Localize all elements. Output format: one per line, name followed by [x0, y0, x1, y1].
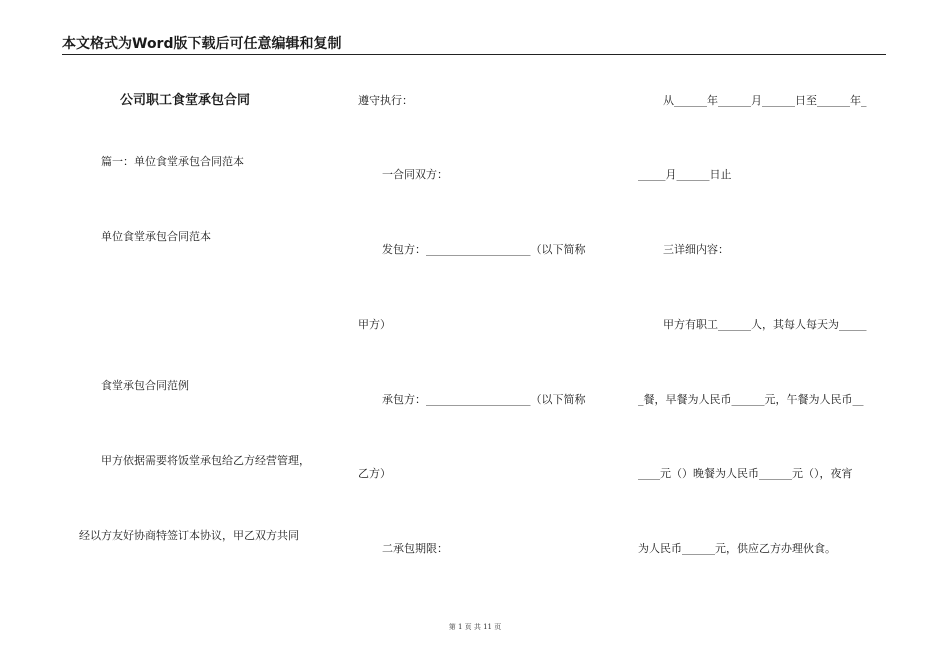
paragraph-line: 食堂承包合同范例: [101, 379, 189, 392]
document-title: 公司职工食堂承包合同: [120, 93, 251, 108]
document-header: 本文格式为Word版下载后可任意编辑和复制: [62, 36, 886, 55]
paragraph-line: ____元（）晚餐为人民币______元（），夜宵: [638, 467, 853, 480]
paragraph-line: 经以方友好协商特签订本协议，甲乙双方共同: [79, 529, 299, 542]
paragraph-line: 承包方：___________________（以下简称: [382, 393, 586, 406]
paragraph-line: _____月______日止: [638, 168, 732, 181]
paragraph-line: 一合同双方：: [382, 168, 448, 181]
paragraph-line: 甲方）: [358, 318, 391, 331]
section-heading: 篇一：单位食堂承包合同范本: [101, 155, 244, 168]
paragraph-line: 甲方有职工______人，其每人每天为_____: [663, 318, 867, 331]
paragraph-line: 甲方依据需要将饭堂承包给乙方经营管理，: [101, 454, 310, 467]
paragraph-line: 遵守执行：: [358, 94, 413, 107]
paragraph-line: 单位食堂承包合同范本: [101, 230, 211, 243]
paragraph-line: 为人民币______元，供应乙方办理伙食。: [638, 542, 836, 555]
paragraph-line: 二承包期限：: [382, 542, 448, 555]
page-number: 第 1 页 共 11 页: [448, 623, 502, 631]
paragraph-line: 乙方）: [358, 467, 391, 480]
paragraph-line: 从______年______月______日至______年_: [663, 94, 867, 107]
paragraph-line: 发包方：___________________（以下简称: [382, 243, 586, 256]
paragraph-line: 三详细内容：: [663, 243, 729, 256]
paragraph-line: _餐，早餐为人民币______元，午餐为人民币__: [638, 393, 864, 406]
